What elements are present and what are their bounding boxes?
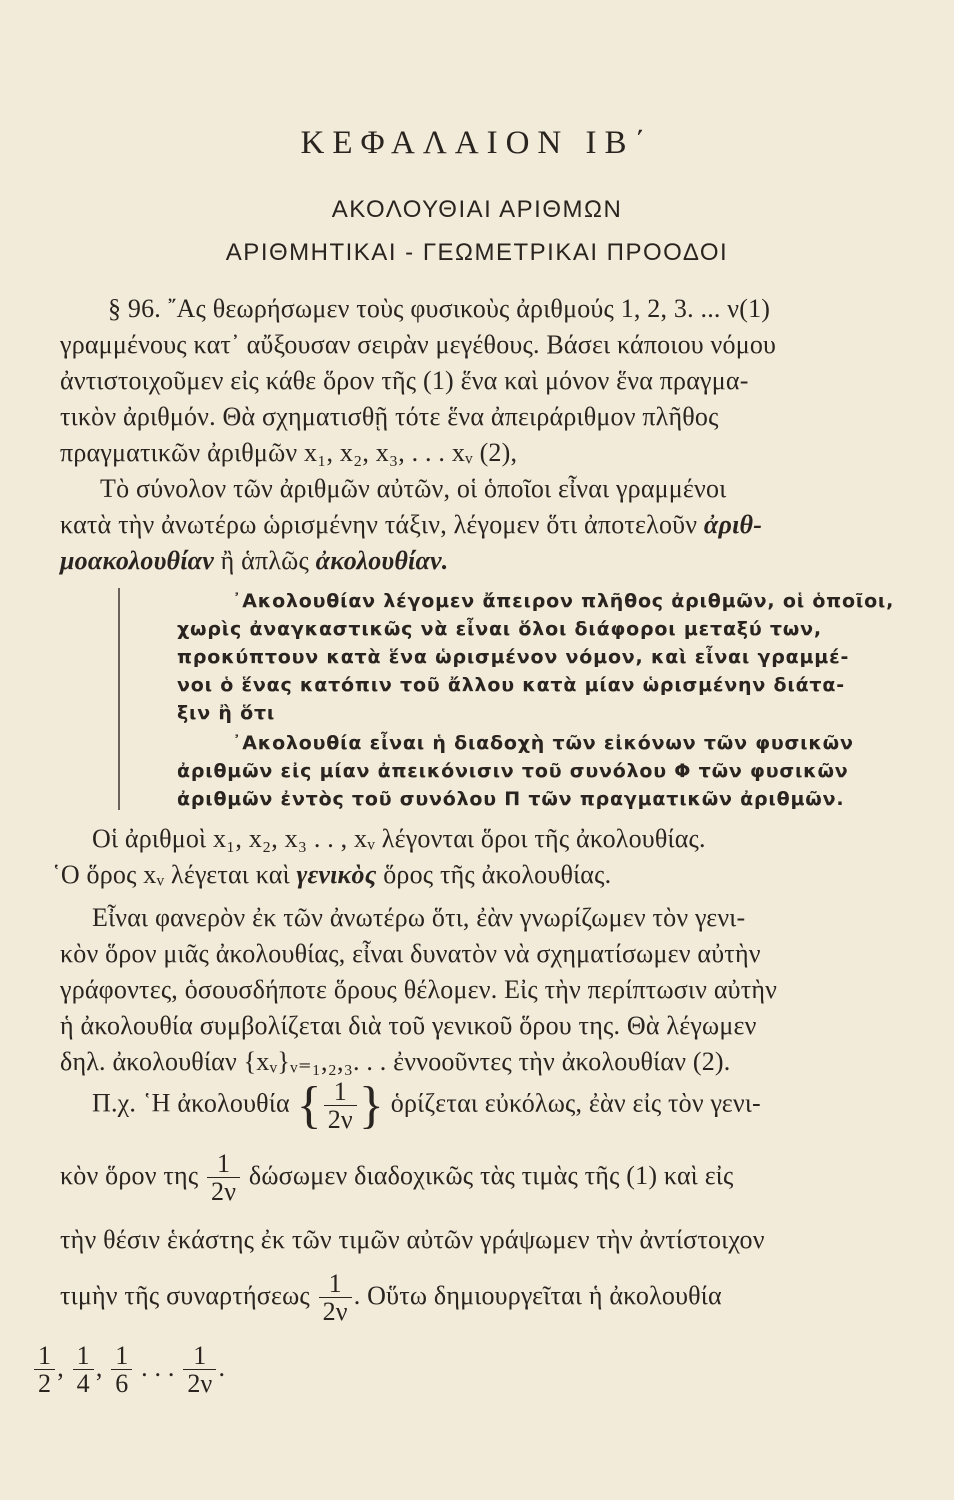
fraction-numerator: 1 <box>217 1149 231 1178</box>
sequence-line <box>32 1342 225 1398</box>
term-emphasis: ἀριθ- <box>703 510 763 539</box>
paragraph-line: Εἶναι φανερὸν ἐκ τῶν ἀνωτέρω ὅτι, ἐὰν γνωρίζωμεν τὸν γενι- <box>92 903 746 932</box>
note-line: ἀριθμῶν εἰς μίαν ἀπεικόνισιν τοῦ συνόλου Φ τῶν φυσικῶν <box>177 760 849 782</box>
example-text: Π.χ. ῾Η ἀκολουθία <box>92 1088 290 1118</box>
fraction-numerator: 1 <box>193 1341 207 1370</box>
example-line <box>92 1076 761 1135</box>
paragraph-line: ἡ ἀκολουθία συμβολίζεται διὰ τοῦ γενικοῦ ὅρου της. Θὰ λέγωμεν <box>60 1011 757 1040</box>
paragraph-text: κατὰ τὴν ἀνωτέρω ὡρισμένην τάξιν, λέγομεν ὅτι ἀποτελοῦν <box>60 510 698 539</box>
paragraph-line <box>60 546 448 576</box>
paragraph-line: κὸν ὅρον μιᾶς ἀκολουθίας, εἶναι δυνατὸν νὰ σχηματίσωμεν αὐτὴν <box>60 939 761 968</box>
paragraph-line: § 96. ῎Ας θεωρήσωμεν τοὺς φυσικοὺς ἀριθμούς 1, 2, 3. ... ν(1) <box>108 294 771 323</box>
term-emphasis: γενικὸς <box>296 860 377 889</box>
separator: , <box>95 1352 103 1382</box>
paragraph-line: ἀντιστοιχοῦμεν εἰς κάθε ὅρον τῆς (1) ἕνα καὶ μόνον ἕνα πραγμα- <box>60 366 749 395</box>
example-text: . Οὕτω δημιουργεῖται ἡ ἀκολουθία <box>353 1280 722 1310</box>
ellipsis: . . . <box>141 1352 175 1382</box>
example-text: ὁρίζεται εὐκόλως, ἐὰν εἰς τὸν γενι- <box>390 1088 761 1118</box>
paragraph-text: ῾Ο ὅρος xᵥ λέγεται καὶ <box>52 860 297 889</box>
fraction <box>324 1078 357 1134</box>
sequence-term <box>73 1342 94 1398</box>
example-text: τιμὴν τῆς συναρτήσεως <box>60 1280 310 1310</box>
paragraph-line: γράφοντες, ὁσουσδήποτε ὅρους θέλομεν. Εἰς τὴν περίπτωσιν αὐτὴν <box>60 975 778 1004</box>
period: . <box>218 1352 226 1382</box>
term-emphasis: ἀκολουθίαν. <box>315 546 449 575</box>
paragraph-line: τικὸν ἀριθμόν. Θὰ σχηματισθῇ τότε ἕνα ἀπειράριθμον πλῆθος <box>60 402 719 431</box>
fraction-numerator: 1 <box>333 1076 347 1106</box>
example-text: κὸν ὅρον της <box>60 1160 199 1190</box>
fraction-denominator: 6 <box>111 1369 132 1397</box>
paragraph-text: ἢ ἁπλῶς <box>213 546 316 575</box>
example-text: δώσωμεν διαδοχικῶς τὰς τιμὰς τῆς (1) καὶ εἰς <box>248 1160 734 1190</box>
fraction-denominator: 2ν <box>319 1297 352 1325</box>
example-line <box>60 1150 734 1206</box>
section-title: ΑΚΟΛΟΥΘΙΑΙ ΑΡΙΘΜΩΝ <box>331 196 623 223</box>
fraction-numerator: 1 <box>115 1341 129 1370</box>
fraction-numerator: 1 <box>328 1269 342 1298</box>
paragraph-line: Τὸ σύνολον τῶν ἀριθμῶν αὐτῶν, οἱ ὁποῖοι εἶναι γραμμένοι <box>100 474 727 503</box>
paragraph-line: Οἱ ἀριθμοὶ x₁, x₂, x₃ . . , xᵥ λέγονται ὅροι τῆς ἀκολουθίας. <box>92 824 706 853</box>
note-line: ξιν ἢ ὅτι <box>177 702 276 724</box>
fraction-numerator: 1 <box>38 1341 52 1370</box>
fraction-denominator: 4 <box>73 1369 94 1397</box>
example-line <box>60 1270 722 1326</box>
paragraph-line: γραμμένους κατ᾽ αὔξουσαν σειρὰν μεγέθους. Βάσει κάποιου νόμου <box>60 330 777 359</box>
paragraph-line <box>60 510 762 540</box>
section-subtitle: ΑΡΙΘΜΗΤΙΚΑΙ - ΓΕΩΜΕΤΡΙΚΑΙ ΠΡΟΟΔΟΙ <box>225 239 729 266</box>
separator: , <box>57 1352 64 1382</box>
brace-right: } <box>358 1077 385 1134</box>
sequence-term <box>34 1342 55 1398</box>
paragraph-line <box>52 860 611 890</box>
fraction-denominator: 2ν <box>324 1105 357 1133</box>
paragraph-line: δηλ. ἀκολουθίαν {xᵥ}ᵥ₌₁,₂,₃. . . ἐννοοῦντες τὴν ἀκολουθίαν (2). <box>60 1047 731 1076</box>
term-emphasis: μοακολουθίαν <box>60 546 214 575</box>
fraction-denominator: 2ν <box>207 1177 240 1205</box>
brace-left: { <box>296 1077 322 1134</box>
example-line: τὴν θέσιν ἑκάστης ἐκ τῶν τιμῶν αὐτῶν γράψωμεν τὴν ἀντίστοιχον <box>60 1225 765 1254</box>
paragraph-line: πραγματικῶν ἀριθμῶν x₁, x₂, x₃, . . . xᵥ (2), <box>60 438 518 467</box>
fraction-numerator: 1 <box>76 1341 90 1370</box>
fraction <box>319 1270 352 1326</box>
note-line: ἀριθμῶν ἐντὸς τοῦ συνόλου Π τῶν πραγματικῶν ἀριθμῶν. <box>177 788 845 810</box>
note-line: προκύπτουν κατὰ ἕνα ὡρισμένον νόμον, καὶ εἶναι γραμμέ- <box>177 646 850 668</box>
fraction-denominator: 2 <box>34 1369 55 1397</box>
paragraph-text: ὅρος τῆς ἀκολουθίας. <box>376 860 612 889</box>
fraction-denominator: 2ν <box>183 1369 216 1397</box>
sequence-term <box>183 1342 216 1398</box>
note-line: ᾽Ακολουθίαν λέγομεν ἄπειρον πλῆθος ἀριθμῶν, οἱ ὁποῖοι, <box>232 590 895 612</box>
note-line: χωρὶς ἀναγκαστικῶς νὰ εἶναι ὅλοι διάφοροι μεταξύ των, <box>177 618 822 640</box>
note-line: ᾽Ακολουθία εἶναι ἡ διαδοχὴ τῶν εἰκόνων τῶν φυσικῶν <box>232 732 854 754</box>
note-line: νοι ὁ ἕνας κατόπιν τοῦ ἄλλου κατὰ μίαν ὡρισμένην διάτα- <box>177 674 845 696</box>
sequence-term <box>111 1342 132 1398</box>
fraction <box>207 1150 240 1206</box>
chapter-heading: ΚΕΦΑΛΑΙΟΝ ΙΒ΄ <box>300 125 654 161</box>
margin-rule <box>118 588 120 810</box>
